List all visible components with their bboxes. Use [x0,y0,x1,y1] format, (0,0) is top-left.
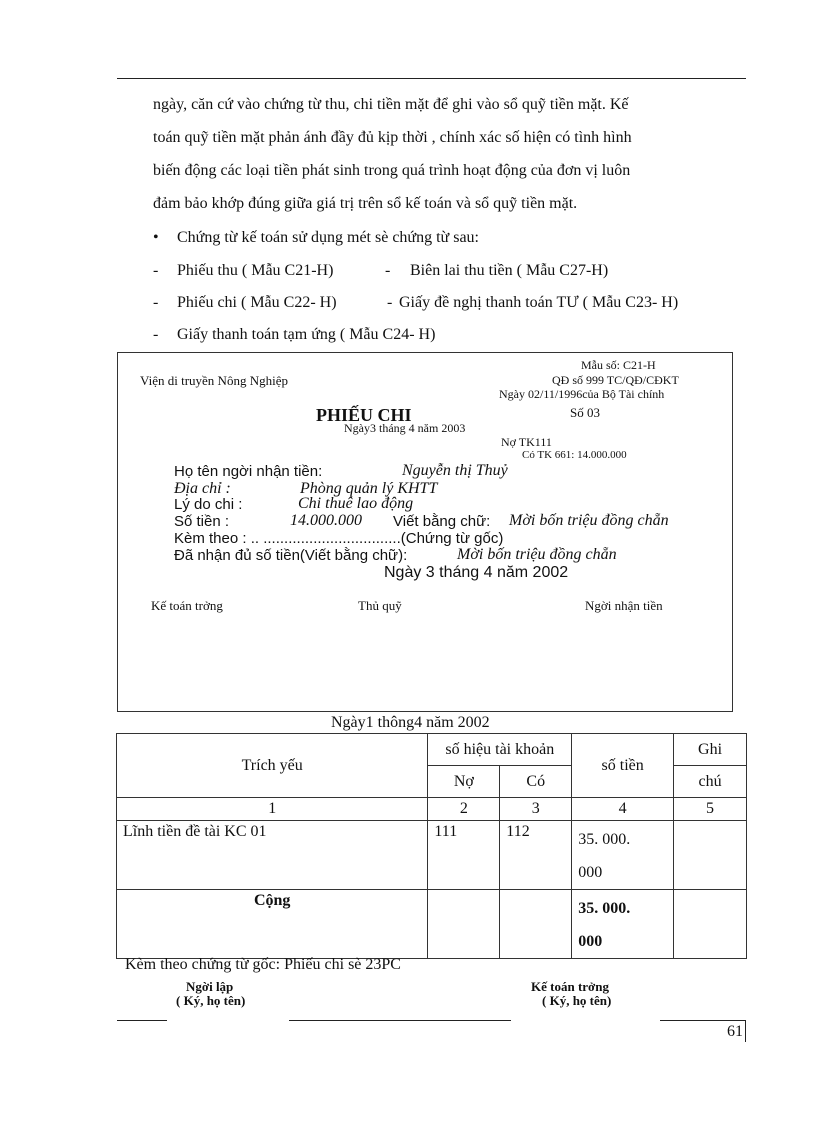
page-number: 61 [727,1023,743,1040]
total-label: Cộng [117,890,428,959]
body-line-2: toán quỹ tiền mặt phản ánh đầy đủ kịp thời , chính xác số hiện có tình hình [153,129,632,146]
address-label: Địa chỉ : [174,480,231,497]
dash-line-3-left: Giấy thanh toán tạm ứng ( Mẫu C24- H) [177,326,436,343]
body-line-4: đảm bảo khớp đúng giữa giá trị trên sổ kế toán và sổ quỹ tiền mặt. [153,195,578,212]
voucher-number: Số 03 [570,405,600,420]
dash-2b: - [387,294,393,311]
bullet-line: Chứng từ kế toán sử dụng mét sè chứng từ sau: [177,229,479,246]
col-number-2: 2 [428,798,500,821]
voucher-credit: Có TK 661: 14.000.000 [522,449,627,461]
footer-attach: Kèm theo chứng từ gốc: Phiếu chi sè 23PC [125,956,401,973]
footer-preparer: Ngời lập [186,979,234,994]
sig-accountant: Kế toán trởng [151,598,223,613]
voucher-form-no: Mẫu số: C21-H [581,358,656,372]
ledger-table [116,733,747,959]
bullet-dot: • [153,229,159,246]
amount-label: Số tiền : [174,513,230,530]
reason-label: Lý do chi : [174,496,243,513]
footer-accountant: Kế toán trởng [531,979,609,994]
header-note-1: Ghi [674,734,747,766]
row-summary: Lĩnh tiền đề tài KC 01 [117,821,428,890]
recipient-value: Nguyễn thị Thuỷ [402,462,508,479]
voucher-debit: Nợ TK111 [501,435,552,449]
sign-date: Ngày 3 tháng 4 năm 2002 [384,564,569,581]
footer-rule-middle [289,1020,511,1021]
table-row [117,821,747,890]
dash-2: - [153,294,159,311]
voucher-date: Ngày3 tháng 4 năm 2003 [344,421,466,435]
body-line-1: ngày, căn cứ vào chứng từ thu, chi tiền mặt để ghi vào sổ quỹ tiền mặt. Kế [153,96,629,113]
received-value: Mời bốn triệu đồng chẵn [457,546,617,563]
dash-line-2-right: Giấy đề nghị thanh toán TƯ ( Mẫu C23- H) [399,294,679,311]
row-amount [572,821,674,890]
recipient-label: Họ tên ngời nhận tiền: [174,463,323,480]
payment-voucher [117,352,733,712]
row-amount-line-1: 35. 000. [578,831,631,848]
address-value: Phòng quản lý KHTT [300,480,438,497]
col-number-5: 5 [674,798,747,821]
voucher-org: Viện di truyền Nông Nghiệp [140,373,288,388]
voucher-title: PHIẾU CHI [316,405,412,425]
reason-value: Chi thuê lao động [298,495,414,512]
dash-line-1-left: Phiếu thu ( Mẫu C21-H) [177,262,334,279]
dash-3: - [153,326,159,343]
header-account-no: số hiệu tài khoản [428,734,572,766]
col-number-3: 3 [500,798,572,821]
sig-cashier: Thủ quỹ [358,598,402,613]
attach-line: Kèm theo : .. .................................(Chứng từ gốc) [174,530,504,547]
voucher-decision: QĐ số 999 TC/QĐ/CĐKT [552,373,679,387]
amount-value: 14.000.000 [290,512,362,529]
total-amount [572,890,674,959]
footer-preparer-sign: ( Ký, họ tên) [176,993,246,1008]
row-credit: 112 [500,821,572,890]
row-amount-line-2: 000 [578,864,603,881]
col-number-1: 1 [117,798,428,821]
header-amount: số tiền [572,734,674,798]
header-debit: Nợ [428,766,500,798]
body-line-3: biến động các loại tiền phát sinh trong quá trình hoạt động của đơn vị luôn [153,162,631,179]
header-summary: Trích yếu [117,734,428,798]
amount-words-label: Viết bằng chữ: [393,513,491,530]
received-label: Đã nhận đủ số tiền(Viết bằng chữ): [174,547,408,564]
total-amount-line-2: 000 [578,933,603,950]
amount-words-value: Mời bốn triệu đồng chẵn [509,512,669,529]
row-debit: 111 [428,821,500,890]
total-debit [428,890,500,959]
footer-rule-right [660,1020,746,1021]
page-number-tick [745,1020,746,1042]
header-rule [117,78,746,79]
voucher-decision-date: Ngày 02/11/1996của Bộ Tài chính [499,387,665,401]
header-credit: Có [500,766,572,798]
footer-accountant-sign: ( Ký, họ tên) [542,993,612,1008]
total-note [674,890,747,959]
sig-recipient: Ngời nhận tiền [585,598,663,613]
col-number-4: 4 [572,798,674,821]
dash-line-1-right: Biên lai thu tiền ( Mẫu C27-H) [410,262,609,279]
dash-1: - [153,262,159,279]
header-note-2: chú [674,766,747,798]
row-note [674,821,747,890]
footer-rule-left [117,1020,167,1021]
total-amount-line-1: 35. 000. [578,900,631,917]
total-credit [500,890,572,959]
ledger-date: Ngày1 thông4 năm 2002 [331,714,490,731]
dash-1b: - [385,262,391,279]
dash-line-2-left: Phiếu chi ( Mẫu C22- H) [177,294,337,311]
total-row [117,890,747,959]
